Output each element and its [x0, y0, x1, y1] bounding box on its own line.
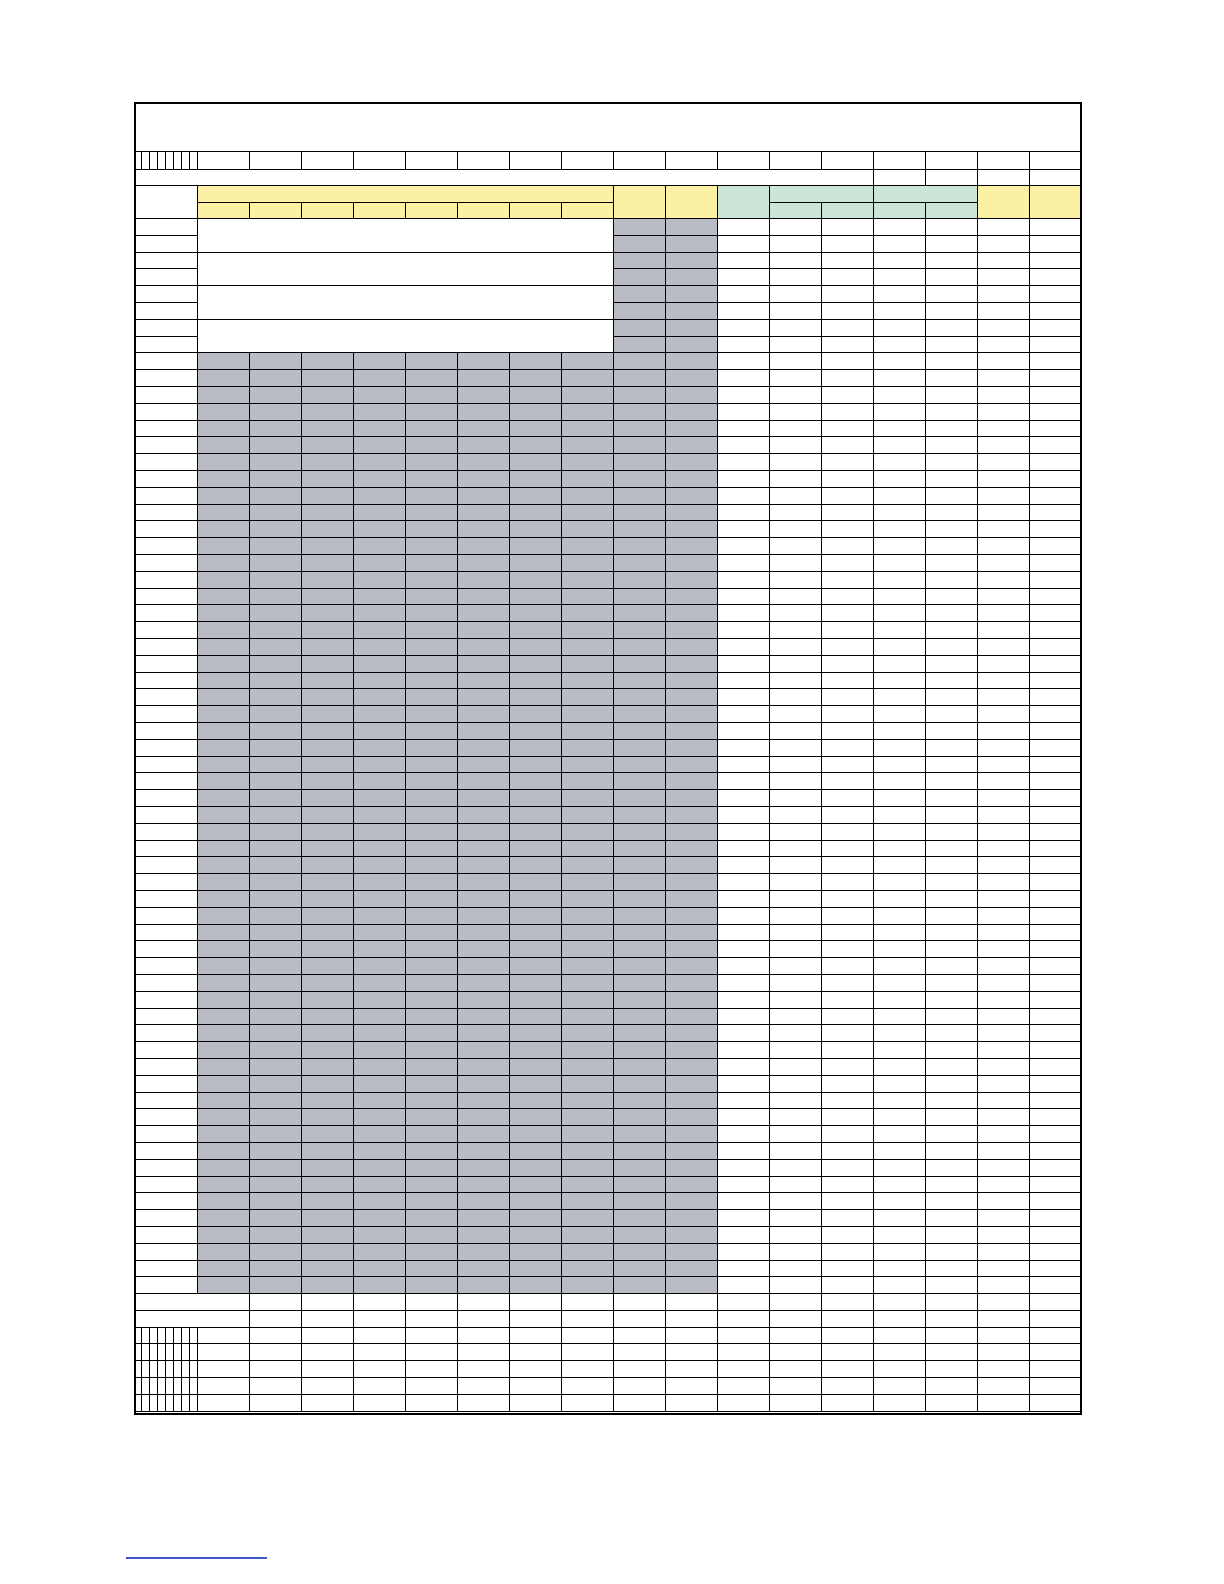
footer-link-underline[interactable]: [126, 1557, 267, 1559]
form-outer-frame: [134, 102, 1082, 1415]
